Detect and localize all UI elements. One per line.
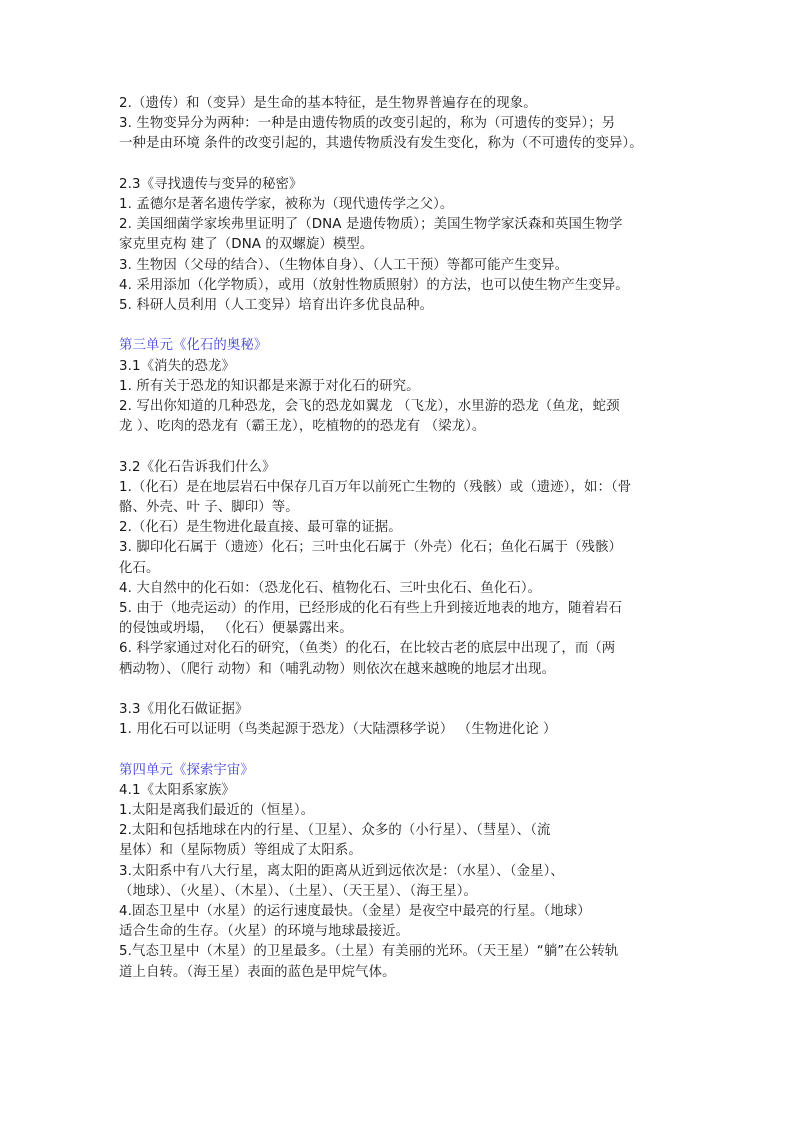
unit-heading: 第四单元《探索宇宙》: [119, 762, 254, 778]
text-line: 栖动物）、（爬行 动物）和（哺乳动物）则依次在越来越晚的地层才出现。: [119, 661, 556, 677]
text-line: 龙 ）、吃肉的恐龙有（霸王龙），吃植物的的恐龙有 （梁龙）。: [119, 419, 486, 435]
text-line: 5. 科研人员利用（人工变异）培育出许多优良品种。: [119, 298, 434, 314]
text-line: 1. 用化石可以证明（鸟类起源于恐龙）（大陆漂移学说） （生物进化论 ）: [119, 722, 557, 738]
text-line: 4.固态卫星中（水星）的运行速度最快。（金星）是夜空中最亮的行星。（地球）: [119, 904, 591, 920]
lesson-heading: 3.3《用化石做证据》: [119, 702, 249, 718]
lesson-heading: 3.1《消失的恐龙》: [119, 358, 236, 374]
unit-heading: 第三单元《化石的奥秘》: [119, 338, 268, 354]
blank-line: [119, 740, 675, 760]
text-line: 的侵蚀或坍塌， （化石）便暴露出来。: [119, 621, 353, 637]
lesson-heading: 3.2《化石告诉我们什么》: [119, 459, 276, 475]
text-line: 道上自转。（海王星）表面的蓝色是甲烷气体。: [119, 964, 396, 980]
text-line: 2. 写出你知道的几种恐龙，会飞的恐龙如翼龙 （飞龙），水里游的恐龙（鱼龙，蛇颈: [119, 399, 620, 415]
text-line: 4. 大自然中的化石如：（恐龙化石、植物化石、三叶虫化石、鱼化石）。: [119, 580, 542, 596]
text-line: 2.（化石）是生物进化最直接、最可靠的证据。: [119, 520, 402, 536]
text-line: 1.太阳是离我们最近的（恒星）。: [119, 803, 315, 819]
text-line: 2.太阳和包括地球在内的行星、（卫星）、众多的（小行星）、（彗星）、（流: [119, 823, 551, 839]
blank-line: [119, 437, 675, 457]
text-line: 一种是由环境 条件的改变引起的，其遗传物质没有发生变化，称为（不可遗传的变异）。: [119, 136, 643, 152]
text-line: （地球）、（火星）、（木星）、（土星）、（天王星）、（海王星）。: [119, 883, 477, 899]
text-line: 5. 由于（地壳运动）的作用，已经形成的化石有些上升到接近地表的地方，随着岩石: [119, 601, 622, 617]
text-line: 1.（化石）是在地层岩石中保存几百万年以前死亡生物的（残骸）或（遗迹），如：（骨: [119, 479, 632, 495]
text-line: 1. 孟德尔是著名遗传学家，被称为（现代遗传学之父）。: [119, 197, 454, 212]
text-line: 6. 科学家通过对化石的研究，（鱼类）的化石，在比较古老的底层中出现了，而（两: [119, 641, 616, 657]
text-line: 家克里克构 建了（DNA 的双螺旋）模型。: [119, 237, 374, 253]
text-line: 化石。: [119, 560, 160, 576]
blank-line: [119, 680, 675, 700]
text-line: 3.太阳系中有八大行星，离太阳的距离从近到远依次是：（水星）、（金星）、: [119, 863, 564, 879]
text-line: 3. 生物变异分为两种：一种是由遗传物质的改变引起的，称为（可遗传的变异）；另: [119, 116, 616, 132]
document-page: [119, 94, 675, 983]
lesson-heading: 4.1《太阳系家族》: [119, 782, 236, 798]
blank-line: [119, 316, 675, 336]
text-line: 2. 美国细菌学家埃弗里证明了（DNA 是遗传物质）；美国生物学家沃森和英国生物学: [119, 217, 623, 233]
text-line: 2.（遗传）和（变异）是生命的基本特征，是生物界普遍存在的现象。: [119, 96, 537, 111]
text-line: 5.气态卫星中（木星）的卫星最多。（土星）有美丽的光环。（天王星）“躺”在公转轨: [119, 944, 619, 960]
text-line: 4. 采用添加（化学物质），或用（放射性物质照射）的方法，也可以使生物产生变异。: [119, 277, 629, 293]
text-line: 3. 生物因（父母的结合）、（生物体自身）、（人工干预）等都可能产生变异。: [119, 257, 569, 273]
blank-line: [119, 155, 675, 175]
text-line: 适合生命的生存。（火星）的环境与地球最接近。: [119, 924, 410, 940]
text-line: 1. 所有关于恐龙的知识都是来源于对化石的研究。: [119, 378, 420, 394]
text-line: 骼、外壳、叶 子、脚印）等。: [119, 500, 299, 516]
text-line: 3. 脚印化石属于（遗迹）化石；三叶虫化石属于（外壳）化石；鱼化石属于（残骸）: [119, 540, 622, 556]
lesson-heading: 2.3《寻找遗传与变异的秘密》: [119, 176, 303, 192]
text-line: 星体）和（星际物质）等组成了太阳系。: [119, 843, 362, 859]
